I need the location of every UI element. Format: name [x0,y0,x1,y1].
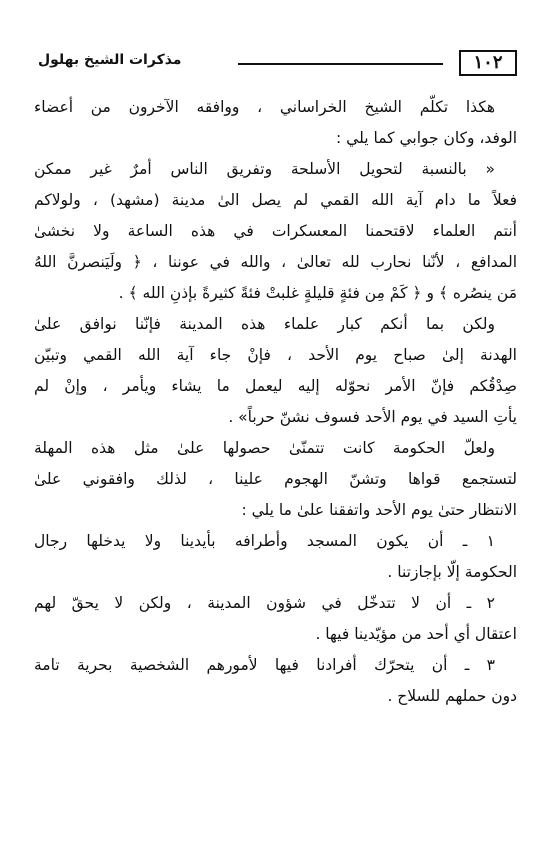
text-line: الحكومة إلّا بإجازتنا . [387,563,517,581]
text-line: ٣ ـ أن يتحرّك أفرادنا فيها لأمورهم الشخصية بحرية تامة [34,656,495,674]
text-line: أنتم العلماء لاقتحمنا المعسكرات في هذه الساعة ولا نخشىٰ [34,222,517,240]
text-line: الهدنة إلىٰ صباح يوم الأحد ، فإنْ جاء آية الله القمي وتبيّن [34,346,517,364]
body-text [34,92,517,712]
page-header [38,50,517,80]
text-line: اعتقال أي أحد من مؤيّدينا فيها . [315,625,517,643]
text-line: فعلاً ما دام آية الله القمي لم يصل الىٰ مدينة (مشهد) ، ولولاكم [34,191,517,209]
text-line: ٢ ـ أن لا تتدخّل في شؤون المدينة ، ولكن لا يحقّ لهم [34,594,495,612]
text-line: الوفد، وكان جوابي كما يلي : [336,129,517,147]
text-line: هكذا تكلّم الشيخ الخراساني ، ووافقه الآخرون من أعضاء [34,98,495,116]
text-line: ولكن بما أنكم كبار علماء هذه المدينة فإنّنا نوافق علىٰ [34,315,495,333]
text-line: مَن ينصُره ﴾ و ﴿ كَمْ مِن فئةٍ قليلةٍ غلبتْ فئةً كثيرةً بإذنِ الله ﴾ . [118,284,517,302]
text-line: دون حملهم للسلاح . [387,687,517,705]
page-number-box [459,50,517,76]
text-line: ولعلّ الحكومة كانت تتمنّىٰ حصولها علىٰ مثل هذه المهلة [34,439,495,457]
text-line: المدافع ، لأنّنا نحارب لله تعالىٰ ، والله في عوننا ، ﴿ ولَيَنصرنَّ اللهُ [34,253,517,271]
header-rule [238,63,443,65]
text-line: الانتظار حتىٰ يوم الأحد واتفقنا علىٰ ما يلي : [241,501,517,519]
text-line: لتستجمع قواها وتشنّ الهجوم علينا ، لذلك وافقوني علىٰ [34,470,517,488]
text-line: صِدْقُكم فإنّ الأمر نحوّله إليه ليعمل ما يشاء ويأمر ، وإنْ لم [34,377,517,395]
running-title: مذكرات الشيخ بهلول [38,52,182,68]
text-line: يأتِ السيد في يوم الأحد فسوف نشنّ حرباً» . [228,408,517,426]
text-line: « بالنسبة لتحويل الأسلحة وتفريق الناس أمرٌ غير ممكن [34,160,495,178]
text-line: ١ ـ أن يكون المسجد وأطرافه بأيدينا ولا يدخلها رجال [34,532,495,550]
page-number: ١٠٢ [473,52,503,73]
